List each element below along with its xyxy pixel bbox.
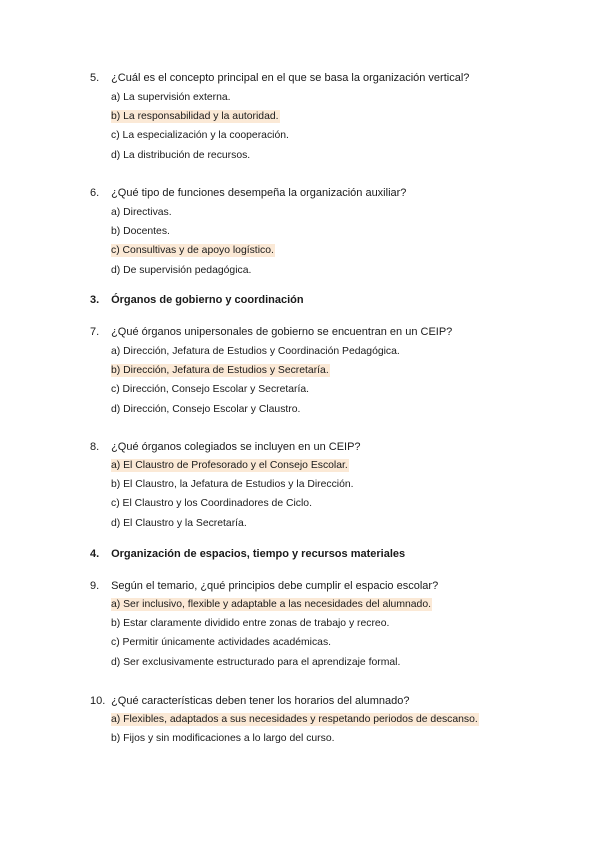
highlighted-answer: a) El Claustro de Profesorado y el Consejo Escolar. bbox=[111, 460, 348, 471]
question-text: ¿Qué características deben tener los horarios del alumnado? bbox=[111, 695, 410, 707]
option-a bbox=[111, 459, 355, 478]
question-8 bbox=[90, 440, 361, 454]
option-d: d) De supervisión pedagógica. bbox=[111, 264, 252, 276]
highlighted-answer: b) La responsabilidad y la autoridad. bbox=[111, 111, 279, 123]
question-text: Según el temario, ¿qué principios debe cumplir el espacio escolar? bbox=[111, 580, 439, 592]
question-10 bbox=[90, 694, 409, 708]
question-number: 6. bbox=[90, 187, 100, 199]
question-5 bbox=[90, 71, 469, 85]
question-8-options bbox=[111, 459, 355, 536]
question-text: ¿Cuál es el concepto principal en el que se basa la organización vertical? bbox=[111, 72, 470, 84]
option-d: d) Ser exclusivamente estructurado para el aprendizaje formal. bbox=[111, 656, 401, 668]
option-b bbox=[111, 110, 290, 129]
question-number: 5. bbox=[90, 72, 100, 84]
highlighted-answer: b) Dirección, Jefatura de Estudios y Secretaría. bbox=[111, 365, 329, 377]
question-5-options bbox=[111, 91, 290, 168]
section-heading-3: 3. Órganos de gobierno y coordinación bbox=[90, 294, 304, 306]
option-d: d) La distribución de recursos. bbox=[111, 149, 251, 161]
section-heading-4: 4. Organización de espacios, tiempo y recursos materiales bbox=[90, 548, 406, 560]
question-number: 7. bbox=[90, 326, 100, 338]
option-d: d) Dirección, Consejo Escolar y Claustro. bbox=[111, 403, 301, 415]
question-6 bbox=[90, 186, 406, 200]
option-c bbox=[111, 244, 275, 263]
option-b bbox=[111, 364, 401, 383]
option-a: a) Directivas. bbox=[111, 207, 172, 218]
option-c: c) La especialización y la cooperación. bbox=[111, 130, 289, 142]
option-c: c) Permitir únicamente actividades académicas. bbox=[111, 637, 332, 649]
option-a: a) La supervisión externa. bbox=[111, 92, 231, 103]
option-a bbox=[111, 598, 432, 617]
option-a: a) Dirección, Jefatura de Estudios y Coordinación Pedagógica. bbox=[111, 346, 400, 357]
question-6-options bbox=[111, 206, 275, 283]
option-d: d) El Claustro y la Secretaría. bbox=[111, 517, 247, 529]
option-b: b) Docentes. bbox=[111, 226, 170, 238]
option-b: b) Fijos y sin modificaciones a lo largo del curso. bbox=[111, 733, 335, 745]
option-c: c) Dirección, Consejo Escolar y Secretaría. bbox=[111, 384, 310, 396]
question-10-options bbox=[111, 713, 479, 751]
question-9-options bbox=[111, 598, 432, 675]
option-b: b) El Claustro, la Jefatura de Estudios y la Dirección. bbox=[111, 479, 354, 491]
highlighted-answer: a) Ser inclusivo, flexible y adaptable a las necesidades del alumnado. bbox=[111, 599, 431, 610]
highlighted-answer: a) Flexibles, adaptados a sus necesidades y respetando periodos de descanso. bbox=[111, 714, 478, 725]
question-text: ¿Qué órganos colegiados se incluyen en un CEIP? bbox=[111, 441, 361, 453]
question-7-options bbox=[111, 345, 401, 422]
option-c: c) El Claustro y los Coordinadores de Ciclo. bbox=[111, 498, 312, 510]
question-7 bbox=[90, 325, 452, 339]
question-9 bbox=[90, 579, 438, 593]
question-number: 8. bbox=[90, 441, 100, 453]
option-a bbox=[111, 713, 479, 732]
question-text: ¿Qué tipo de funciones desempeña la organización auxiliar? bbox=[111, 187, 407, 199]
question-number: 10. bbox=[90, 695, 106, 707]
question-text: ¿Qué órganos unipersonales de gobierno se encuentran en un CEIP? bbox=[111, 326, 453, 338]
highlighted-answer: c) Consultivas y de apoyo logístico. bbox=[111, 245, 274, 257]
option-b: b) Estar claramente dividido entre zonas de trabajo y recreo. bbox=[111, 618, 390, 630]
question-number: 9. bbox=[90, 580, 100, 592]
